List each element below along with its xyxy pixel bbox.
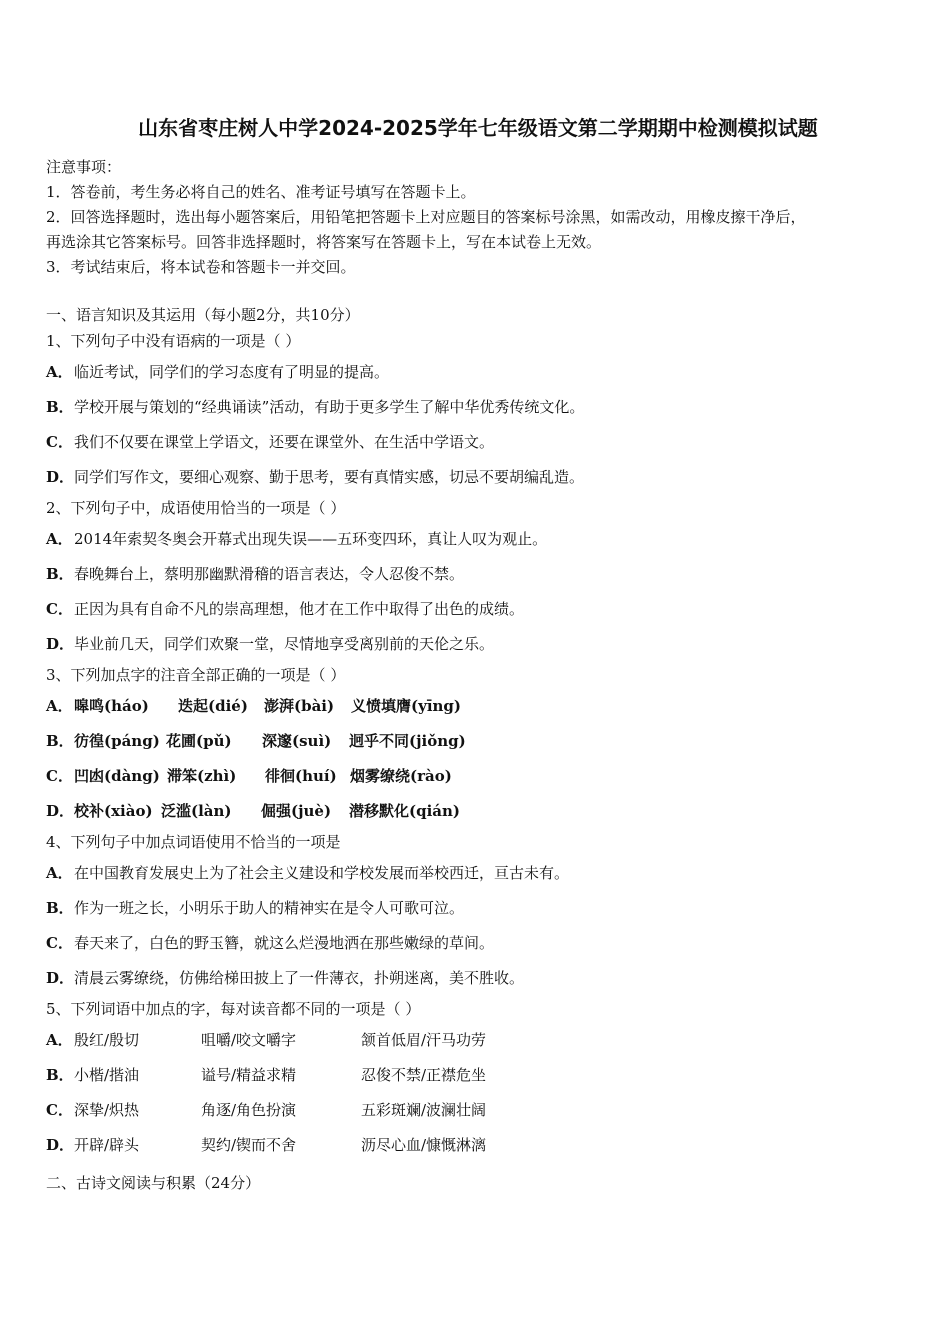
notes-block bbox=[46, 155, 910, 280]
option-text: 作为一班之长，小明乐于助人的精神实在是令人可歌可泣。 bbox=[74, 899, 465, 917]
option-word: 忍俊不禁/正襟危坐 bbox=[361, 1066, 487, 1084]
option-label: B． bbox=[46, 899, 74, 917]
option-label: B． bbox=[46, 565, 74, 583]
option-label: D． bbox=[46, 802, 75, 820]
question-5-option-b bbox=[46, 1058, 910, 1093]
option-word: 花圃(pǔ) bbox=[166, 732, 232, 750]
question-4-stem: 4、下列句子中加点词语使用不恰当的一项是 bbox=[46, 833, 341, 851]
option-text: 清晨云雾缭绕，仿佛给梯田披上了一件薄衣，扑朔迷离，美不胜收。 bbox=[74, 969, 525, 987]
question-5-option-a bbox=[46, 1023, 910, 1058]
question-3-option-a bbox=[46, 689, 910, 724]
option-label: D． bbox=[46, 1136, 75, 1154]
option-label: C． bbox=[46, 600, 73, 618]
question-5-option-c bbox=[46, 1093, 910, 1128]
option-word: 契约/锲而不舍 bbox=[201, 1136, 297, 1154]
question-1-option-a bbox=[46, 355, 910, 390]
option-label: B． bbox=[46, 1066, 74, 1084]
option-word: 殷红/殷切 bbox=[74, 1031, 140, 1049]
option-word: 彷徨(páng) bbox=[74, 732, 160, 750]
notes-item: 1．答卷前，考生务必将自己的姓名、准考证号填写在答题卡上。 bbox=[46, 183, 476, 201]
option-label: B． bbox=[46, 732, 74, 750]
option-label: A． bbox=[46, 1031, 73, 1049]
question-4-option-d bbox=[46, 961, 910, 996]
question-3-option-b bbox=[46, 724, 910, 759]
question-2-stem: 2、下列句子中，成语使用恰当的一项是（ ） bbox=[46, 499, 346, 517]
question-1-option-c bbox=[46, 425, 910, 460]
notes-item: 3．考试结束后，将本试卷和答题卡一并交回。 bbox=[46, 258, 356, 276]
option-label: A． bbox=[46, 864, 73, 882]
option-word: 五彩斑斓/波澜壮阔 bbox=[361, 1101, 487, 1119]
option-word: 滞笨(zhì) bbox=[167, 767, 237, 785]
option-label: C． bbox=[46, 1101, 73, 1119]
question-2-option-a bbox=[46, 522, 910, 557]
option-word: 咀嚼/咬文嚼字 bbox=[201, 1031, 297, 1049]
option-word: 泛滥(làn) bbox=[161, 802, 232, 820]
option-word: 澎湃(bài) bbox=[264, 697, 335, 715]
option-word: 嗥鸣(háo) bbox=[74, 697, 149, 715]
question-4-option-a bbox=[46, 856, 910, 891]
option-label: D． bbox=[46, 635, 75, 653]
option-label: C． bbox=[46, 767, 73, 785]
option-text: 在中国教育发展史上为了社会主义建设和学校发展而举校西迁，亘古未有。 bbox=[74, 864, 570, 882]
option-label: C． bbox=[46, 433, 73, 451]
option-label: D． bbox=[46, 468, 75, 486]
option-word: 倔强(juè) bbox=[261, 802, 332, 820]
option-text: 2014年索契冬奥会开幕式出现失误——五环变四环，真让人叹为观止。 bbox=[74, 530, 548, 548]
notes-item: 2．回答选择题时，选出每小题答案后，用铅笔把答题卡上对应题目的答案标号涂黑，如需改动，用橡皮擦干净后， bbox=[46, 208, 806, 226]
question-2-option-d bbox=[46, 627, 910, 662]
notes-heading: 注意事项： bbox=[46, 158, 122, 176]
option-word: 烟雾缭绕(rào) bbox=[350, 767, 452, 785]
option-word: 潜移默化(qián) bbox=[349, 802, 461, 820]
option-text: 临近考试，同学们的学习态度有了明显的提高。 bbox=[74, 363, 390, 381]
option-word: 沥尽心血/慷慨淋漓 bbox=[361, 1136, 487, 1154]
option-text: 春晚舞台上，蔡明那幽默滑稽的语言表达，令人忍俊不禁。 bbox=[74, 565, 465, 583]
option-word: 义愤填膺(yīng) bbox=[351, 697, 462, 715]
option-word: 深挚/炽热 bbox=[74, 1101, 140, 1119]
option-word: 校补(xiào) bbox=[74, 802, 153, 820]
option-label: C． bbox=[46, 934, 73, 952]
option-text: 同学们写作文，要细心观察、勤于思考，要有真情实感，切忌不要胡编乱造。 bbox=[74, 468, 585, 486]
question-3-option-c bbox=[46, 759, 910, 794]
option-text: 春天来了，白色的野玉簪，就这么烂漫地洒在那些嫩绿的草间。 bbox=[74, 934, 495, 952]
question-1-stem: 1、下列句子中没有语病的一项是（ ） bbox=[46, 332, 301, 350]
option-word: 谥号/精益求精 bbox=[201, 1066, 297, 1084]
question-3-stem: 3、下列加点字的注音全部正确的一项是（ ） bbox=[46, 666, 346, 684]
option-word: 角逐/角色扮演 bbox=[201, 1101, 297, 1119]
question-5-option-d bbox=[46, 1128, 910, 1163]
question-1-option-d bbox=[46, 460, 910, 495]
option-text: 正因为具有自命不凡的崇高理想，他才在工作中取得了出色的成绩。 bbox=[74, 600, 525, 618]
option-label: A． bbox=[46, 697, 73, 715]
option-word: 小楷/揩油 bbox=[74, 1066, 140, 1084]
notes-item: 再选涂其它答案标号。回答非选择题时，将答案写在答题卡上，写在本试卷上无效。 bbox=[46, 233, 602, 251]
question-5-stem: 5、下列词语中加点的字，每对读音都不同的一项是（ ） bbox=[46, 1000, 421, 1018]
question-4-option-b bbox=[46, 891, 910, 926]
question-1-option-b bbox=[46, 390, 910, 425]
option-word: 迭起(dié) bbox=[178, 697, 248, 715]
option-label: A． bbox=[46, 363, 73, 381]
question-2-option-c bbox=[46, 592, 910, 627]
option-text: 毕业前几天，同学们欢聚一堂，尽情地享受离别前的天伦之乐。 bbox=[74, 635, 495, 653]
option-word: 迥乎不同(jiǒng) bbox=[349, 732, 466, 750]
option-word: 凹凼(dàng) bbox=[74, 767, 160, 785]
option-label: D． bbox=[46, 969, 75, 987]
exam-title: 山东省枣庄树人中学2024-2025学年七年级语文第二学期期中检测模拟试题 bbox=[138, 116, 818, 140]
option-word: 徘徊(huí) bbox=[265, 767, 337, 785]
option-text: 学校开展与策划的“经典诵读”活动，有助于更多学生了解中华优秀传统文化。 bbox=[74, 398, 585, 416]
option-label: A． bbox=[46, 530, 73, 548]
option-text: 我们不仅要在课堂上学语文，还要在课堂外、在生活中学语文。 bbox=[74, 433, 495, 451]
question-2-option-b bbox=[46, 557, 910, 592]
option-word: 开辟/辟头 bbox=[74, 1136, 140, 1154]
section-heading-1: 一、语言知识及其运用（每小题2分，共10分） bbox=[46, 306, 360, 324]
question-3-option-d bbox=[46, 794, 910, 829]
question-4-option-c bbox=[46, 926, 910, 961]
section-heading-2: 二、古诗文阅读与积累（24分） bbox=[46, 1174, 261, 1192]
option-label: B． bbox=[46, 398, 74, 416]
option-word: 颔首低眉/汗马功劳 bbox=[361, 1031, 487, 1049]
option-word: 深邃(suì) bbox=[262, 732, 332, 750]
